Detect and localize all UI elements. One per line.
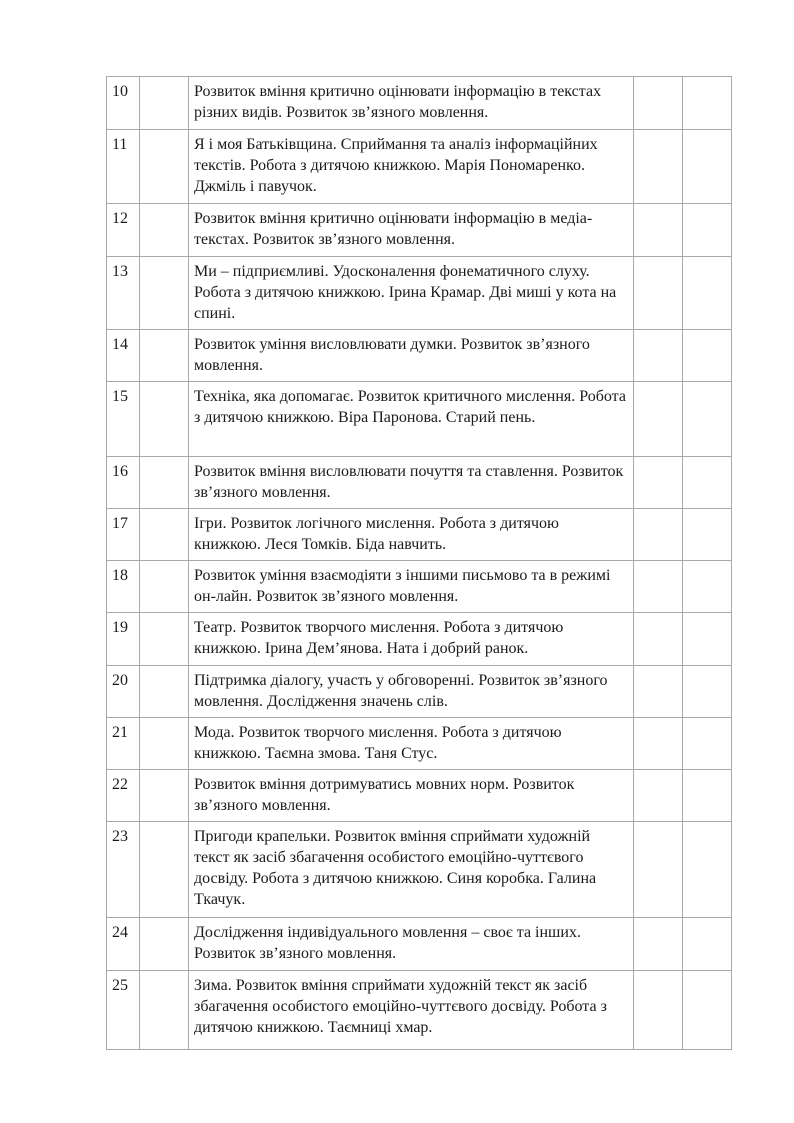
lesson-topic: Техніка, яка допомагає. Розвиток критичного мислення. Робота з дитячою книжкою. Віра Паронова. Старий пень.: [189, 382, 634, 457]
empty-cell: [634, 718, 683, 770]
lesson-topic: Ми – підприємливі. Удосконалення фонематичного слуху. Робота з дитячою книжкою. Ірина Крамар. Дві миші у кота на спині.: [189, 257, 634, 330]
table-row: [107, 130, 732, 204]
date-cell: [140, 457, 189, 509]
lesson-topic: Ігри. Розвиток логічного мислення. Робота з дитячою книжкою. Леся Томків. Біда навчить.: [189, 509, 634, 561]
lesson-number: 14: [107, 330, 140, 382]
empty-cell: [683, 666, 732, 718]
empty-cell: [683, 770, 732, 822]
lesson-topic: Розвиток вміння дотримуватись мовних норм. Розвиток зв’язного мовлення.: [189, 770, 634, 822]
lesson-number: 18: [107, 561, 140, 613]
empty-cell: [634, 330, 683, 382]
empty-cell: [683, 330, 732, 382]
lesson-topic: Дослідження індивідуального мовлення – своє та інших. Розвиток зв’язного мовлення.: [189, 918, 634, 971]
lesson-number: 21: [107, 718, 140, 770]
lesson-topic: Розвиток вміння критично оцінювати інформацію в медіа-текстах. Розвиток зв’язного мовлення.: [189, 204, 634, 257]
empty-cell: [634, 561, 683, 613]
date-cell: [140, 822, 189, 918]
table-row: [107, 918, 732, 971]
table-row: [107, 509, 732, 561]
lesson-topic: Розвиток уміння взаємодіяти з іншими письмово та в режимі он-лайн. Розвиток зв’язного мовлення.: [189, 561, 634, 613]
table-row: [107, 382, 732, 457]
empty-cell: [683, 971, 732, 1050]
date-cell: [140, 77, 189, 130]
lesson-topic: Зима. Розвиток вміння сприймати художній текст як засіб збагачення особистого емоційно-чуттєвого досвіду. Робота з дитячою книжкою. Таємниці хмар.: [189, 971, 634, 1050]
date-cell: [140, 330, 189, 382]
empty-cell: [634, 77, 683, 130]
lesson-topic: Пригоди крапельки. Розвиток вміння сприймати художній текст як засіб збагачення особистого емоційно-чуттєвого досвіду. Робота з дитячою книжкою. Синя коробка. Галина Ткачук.: [189, 822, 634, 918]
empty-cell: [683, 718, 732, 770]
date-cell: [140, 613, 189, 666]
lesson-topic: Підтримка діалогу, участь у обговоренні. Розвиток зв’язного мовлення. Дослідження значень слів.: [189, 666, 634, 718]
empty-cell: [683, 918, 732, 971]
table-row: [107, 971, 732, 1050]
lesson-number: 24: [107, 918, 140, 971]
lesson-topic: Мода. Розвиток творчого мислення. Робота з дитячою книжкою. Таємна змова. Таня Стус.: [189, 718, 634, 770]
date-cell: [140, 382, 189, 457]
lesson-number: 19: [107, 613, 140, 666]
lesson-number: 11: [107, 130, 140, 204]
table-row: [107, 822, 732, 918]
table-row: [107, 770, 732, 822]
date-cell: [140, 561, 189, 613]
empty-cell: [683, 204, 732, 257]
empty-cell: [634, 918, 683, 971]
table-row: [107, 666, 732, 718]
empty-cell: [683, 382, 732, 457]
table-row: [107, 718, 732, 770]
lesson-topic: Розвиток вміння критично оцінювати інформацію в текстах різних видів. Розвиток зв’язного мовлення.: [189, 77, 634, 130]
empty-cell: [634, 770, 683, 822]
date-cell: [140, 666, 189, 718]
table-row: [107, 613, 732, 666]
lesson-plan-body: [107, 77, 732, 1050]
empty-cell: [634, 666, 683, 718]
empty-cell: [683, 509, 732, 561]
table-row: [107, 257, 732, 330]
empty-cell: [634, 822, 683, 918]
date-cell: [140, 971, 189, 1050]
empty-cell: [634, 204, 683, 257]
lesson-topic: Розвиток вміння висловлювати почуття та ставлення. Розвиток зв’язного мовлення.: [189, 457, 634, 509]
table-row: [107, 77, 732, 130]
empty-cell: [683, 257, 732, 330]
date-cell: [140, 918, 189, 971]
empty-cell: [634, 509, 683, 561]
lesson-number: 15: [107, 382, 140, 457]
table-row: [107, 330, 732, 382]
lesson-topic: Театр. Розвиток творчого мислення. Робота з дитячою книжкою. Ірина Дем’янова. Ната і добрий ранок.: [189, 613, 634, 666]
lesson-number: 16: [107, 457, 140, 509]
table-row: [107, 561, 732, 613]
empty-cell: [634, 257, 683, 330]
empty-cell: [634, 613, 683, 666]
empty-cell: [683, 613, 732, 666]
table-row: [107, 457, 732, 509]
lesson-topic: Я і моя Батьківщина. Сприймання та аналіз інформаційних текстів. Робота з дитячою книжкою. Марія Пономаренко. Джміль і павучок.: [189, 130, 634, 204]
table-row: [107, 204, 732, 257]
empty-cell: [634, 382, 683, 457]
date-cell: [140, 257, 189, 330]
date-cell: [140, 509, 189, 561]
empty-cell: [634, 130, 683, 204]
lesson-number: 12: [107, 204, 140, 257]
empty-cell: [683, 561, 732, 613]
date-cell: [140, 718, 189, 770]
empty-cell: [634, 457, 683, 509]
date-cell: [140, 204, 189, 257]
empty-cell: [683, 457, 732, 509]
lesson-number: 20: [107, 666, 140, 718]
lesson-number: 23: [107, 822, 140, 918]
date-cell: [140, 130, 189, 204]
lesson-number: 10: [107, 77, 140, 130]
lesson-number: 22: [107, 770, 140, 822]
lesson-number: 17: [107, 509, 140, 561]
empty-cell: [634, 971, 683, 1050]
lesson-number: 13: [107, 257, 140, 330]
lesson-number: 25: [107, 971, 140, 1050]
date-cell: [140, 770, 189, 822]
empty-cell: [683, 77, 732, 130]
empty-cell: [683, 130, 732, 204]
empty-cell: [683, 822, 732, 918]
lesson-topic: Розвиток уміння висловлювати думки. Розвиток зв’язного мовлення.: [189, 330, 634, 382]
lesson-plan-table: [106, 76, 732, 1050]
